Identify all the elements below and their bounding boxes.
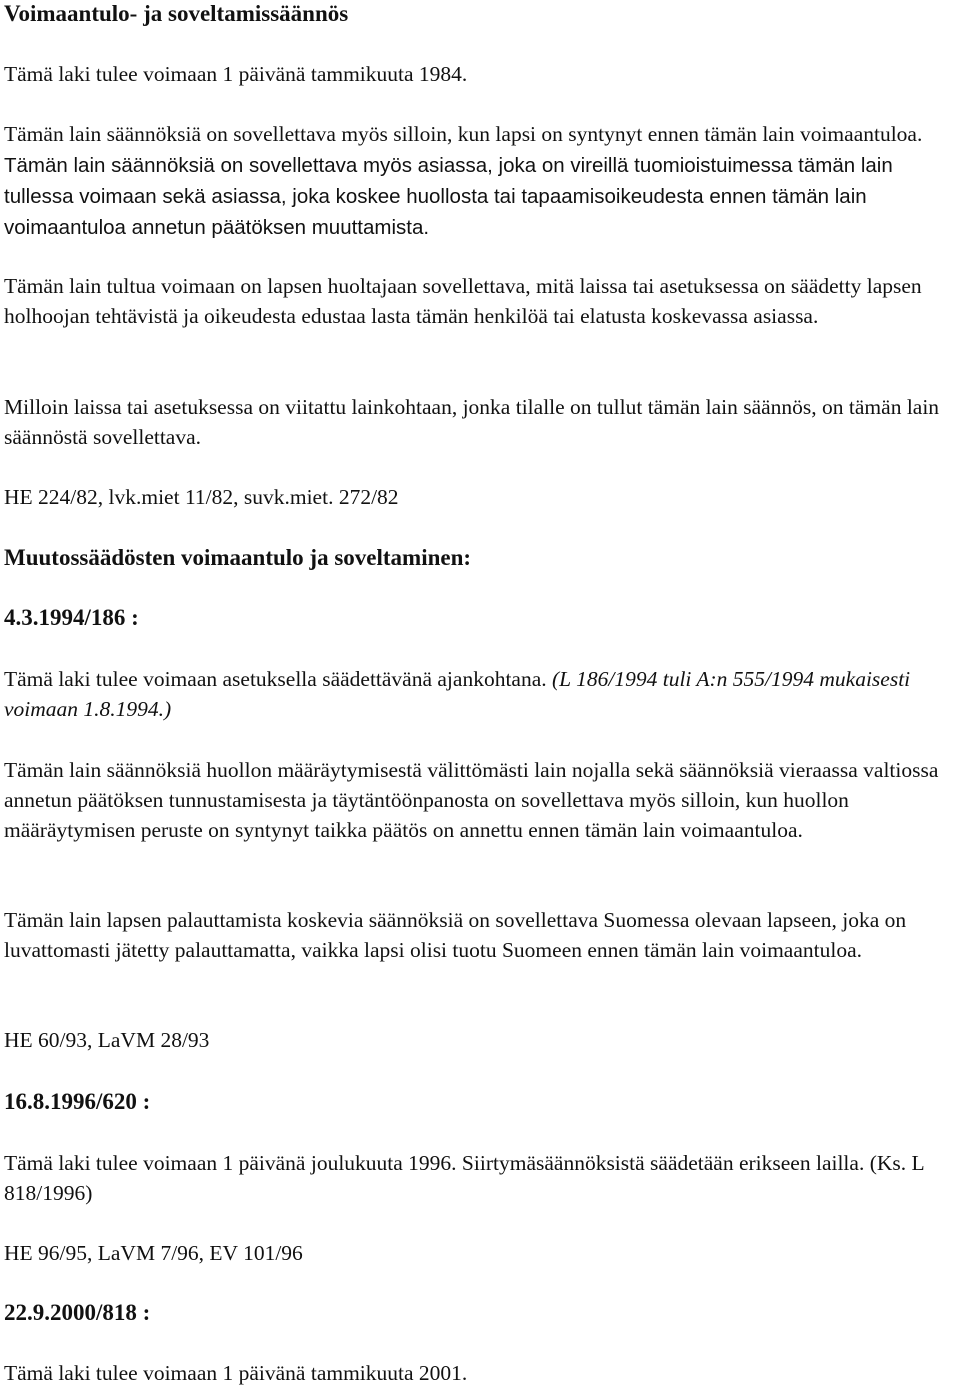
amendment-1994-he-reference: HE 60/93, LaVM 28/93	[4, 1028, 210, 1052]
paragraph-application	[4, 119, 958, 243]
heading-voimaantulo: Voimaantulo- ja soveltamissäännös	[4, 1, 349, 26]
paragraph-effective-date: Tämä laki tulee voimaan 1 päivänä tammikuuta 1984.	[4, 62, 468, 86]
amendment-1994-effective	[4, 664, 958, 724]
paragraph-references: Milloin laissa tai asetuksessa on viitattu lainkohtaan, jonka tilalle on tullut tämän lain säännös, on tämän lain säännöstä sovellettava.	[4, 395, 940, 449]
amendment-1996-paragraph-1: Tämä laki tulee voimaan 1 päivänä joulukuuta 1996. Siirtymäsäännöksistä säädetään erikseen lailla. (Ks. L 818/1996)	[4, 1151, 924, 1205]
paragraph-he-reference: HE 224/82, lvk.miet 11/82, suvk.miet. 272/82	[4, 485, 399, 509]
amendment-1994-effective-note: (L 186/1994 tuli A:n 555/1994 mukaisesti voimaan 1.8.1994.)	[4, 667, 911, 721]
amendment-title-1994: 4.3.1994/186 :	[4, 605, 139, 630]
paragraph-application-part2: Tämän lain säännöksiä on sovellettava myös asiassa, joka on vireillä tuomioistuimessa tämän lain tullessa voimaan sekä asiassa, joka koskee huollosta tai tapaamisoikeudesta ennen tämän lain voimaantuloa annetun päätöksen muuttamista.	[4, 154, 893, 239]
paragraph-application-part1: Tämän lain säännöksiä on sovellettava myös silloin, kun lapsi on syntynyt ennen tämän lain voimaantuloa.	[4, 122, 923, 146]
amendment-title-1996: 16.8.1996/620 :	[4, 1089, 151, 1114]
heading-amendments: Muutossäädösten voimaantulo ja soveltaminen:	[4, 545, 472, 570]
paragraph-guardian: Tämän lain tultua voimaan on lapsen huoltajaan sovellettava, mitä laissa tai asetuksessa on säädetty lapsen holhoojan tehtävistä ja oikeudesta edustaa lasta tämän henkilöä tai elatusta koskevassa asiassa.	[4, 274, 922, 328]
amendment-1994-effective-text: Tämä laki tulee voimaan asetuksella säädettävänä ajankohtana.	[4, 667, 547, 691]
amendment-2000-paragraph-1: Tämä laki tulee voimaan 1 päivänä tammikuuta 2001.	[4, 1361, 468, 1385]
amendment-title-2000: 22.9.2000/818 :	[4, 1300, 151, 1325]
amendment-1996-he-reference: HE 96/95, LaVM 7/96, EV 101/96	[4, 1241, 303, 1265]
amendment-1994-paragraph-3: Tämän lain lapsen palauttamista koskevia säännöksiä on sovellettava Suomessa olevaan lapseen, joka on luvattomasti jätetty palauttamatta, vaikka lapsi olisi tuotu Suomeen ennen tämän lain voimaantuloa.	[4, 908, 907, 962]
amendment-1994-paragraph-2: Tämän lain säännöksiä huollon määräytymisestä välittömästi lain nojalla sekä säännöksiä vieraassa valtiossa annetun päätöksen tunnustamisesta ja täytäntöönpanosta on sovellettava myös silloin, kun huollon määräytymisen peruste on syntynyt taikka päätös on annettu ennen tämän lain voimaantuloa.	[4, 758, 939, 842]
